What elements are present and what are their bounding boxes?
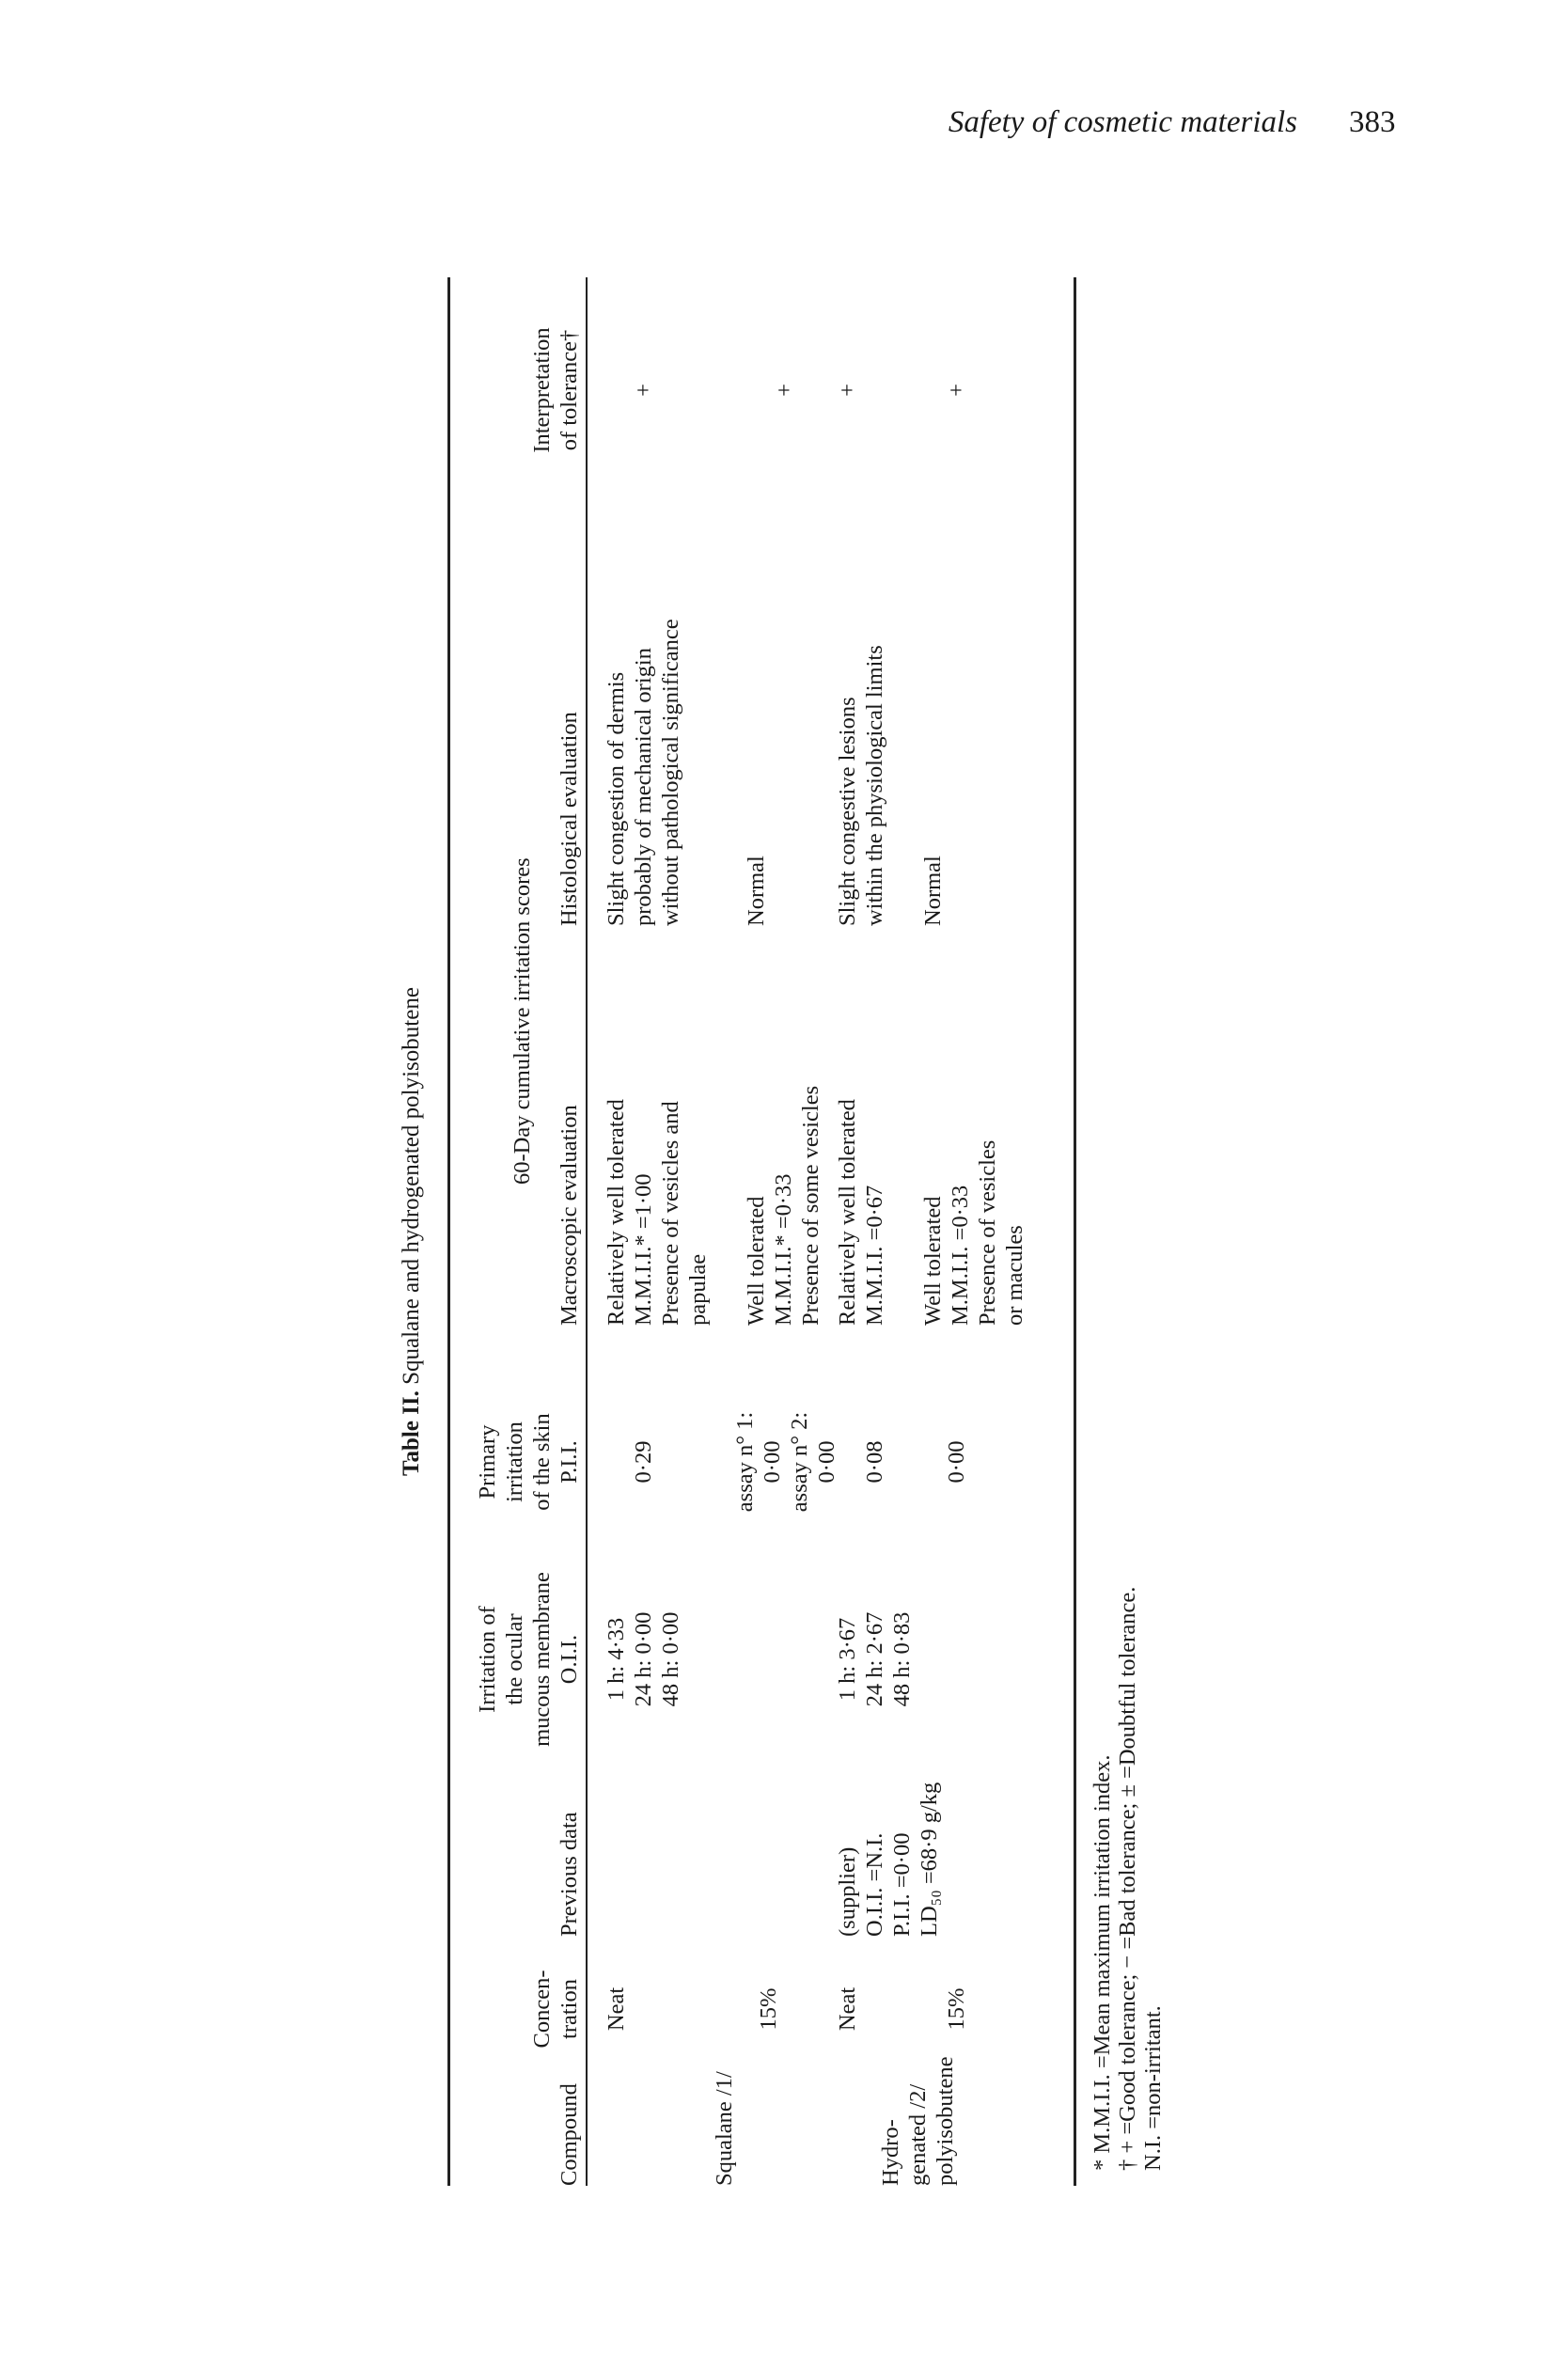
rotated-table: [398, 277, 1166, 2186]
col-pii: [474, 1387, 583, 1537]
line: LD₅₀ =68·9 g/kg: [917, 1782, 942, 1937]
row2-concentration: 15%: [756, 1987, 781, 2031]
line: 0·00: [814, 1440, 839, 1484]
line: 0·08: [862, 1440, 887, 1484]
line: or macules: [1002, 1225, 1027, 1326]
line: M.M.I.I. =0·33: [948, 1185, 973, 1326]
line: of the skin: [529, 1413, 555, 1511]
col-macroscopic: Macroscopic evaluation: [557, 1105, 582, 1326]
header-rule: [586, 277, 588, 2186]
line: papulae: [685, 1253, 711, 1326]
line: Presence of some vesicles: [798, 1085, 823, 1326]
line: 1 h: 3·67: [835, 1617, 860, 1702]
line: genated /2/: [905, 2083, 931, 2186]
row3-macroscopic: [834, 1099, 888, 1326]
line: without pathological significance: [658, 619, 683, 926]
line: mucous membrane: [529, 1572, 555, 1747]
line: Well tolerated: [744, 1196, 769, 1326]
row4-pii: [943, 1387, 970, 1537]
row2-macroscopic: [743, 1086, 824, 1326]
row2-histological: [743, 856, 770, 926]
compound-squalane: Squalane /1/: [712, 2071, 737, 2186]
col-oii: [474, 1556, 583, 1763]
line: Primary: [475, 1424, 500, 1500]
row4-concentration: 15%: [944, 1987, 969, 2031]
line: Normal: [744, 856, 769, 926]
line: Irritation of: [475, 1606, 500, 1713]
line: P.I.I.: [557, 1440, 582, 1484]
line: Presence of vesicles: [975, 1139, 1000, 1326]
page-number: 383: [1349, 105, 1396, 139]
line: (supplier): [835, 1846, 860, 1937]
row3-interpretation: +: [835, 384, 860, 397]
line: assay n° 2:: [787, 1411, 812, 1513]
line: 0·00: [944, 1440, 969, 1484]
row3-histological: [834, 645, 888, 926]
line: Presence of vesicles and: [658, 1101, 683, 1326]
table-title: Squalane and hydrogenated polyisobutene: [399, 987, 424, 1385]
line: P.I.I. =0·00: [889, 1832, 915, 1937]
row4-macroscopic: [919, 1140, 1028, 1326]
row1-histological: [603, 619, 684, 926]
line: Slight congestion of dermis: [604, 671, 629, 926]
row3-concentration: Neat: [835, 1986, 860, 2032]
footnote-ni: N.I. =non-irritant.: [1140, 2005, 1166, 2171]
line: 1 h: 4·33: [604, 1617, 629, 1702]
running-title: Safety of cosmetic materials: [948, 105, 1297, 139]
line: of tolerance†: [557, 329, 582, 451]
line: Hydro-: [878, 2119, 903, 2186]
compound-hydrogenated-polyisobutene: [877, 2057, 959, 2186]
row1-concentration: Neat: [604, 1986, 629, 2032]
line: Relatively well tolerated: [835, 1099, 860, 1326]
col-interpretation: [528, 306, 583, 475]
line: 0·29: [631, 1440, 656, 1484]
line: O.I.I.: [557, 1634, 582, 1685]
line: O.I.I. =N.I.: [862, 1832, 887, 1937]
line: Relatively well tolerated: [604, 1099, 629, 1326]
row1-interpretation: +: [631, 384, 656, 397]
footnote-mmii: * M.M.I.I. =Mean maximum irritation index.: [1090, 1754, 1115, 2171]
row1-pii: [630, 1387, 657, 1537]
line: 0·00: [760, 1440, 785, 1484]
row3-oii: [834, 1556, 916, 1763]
line: polyisobutene: [933, 2056, 958, 2186]
row3-previous: [834, 1782, 943, 1937]
line: 48 h: 0·83: [889, 1611, 915, 1707]
row3-pii: [861, 1387, 888, 1537]
table-label: Table II.: [399, 1390, 424, 1476]
row2-interpretation: +: [772, 384, 797, 397]
line: within the physiological limits: [862, 645, 887, 926]
table-caption: [398, 277, 425, 2186]
line: probably of mechanical origin: [631, 648, 656, 926]
line: Slight congestive lesions: [835, 697, 860, 926]
footnote-tolerance: † + =Good tolerance; − =Bad tolerance; ± =Doubtful tolerance.: [1115, 1586, 1140, 2171]
col-previous: Previous data: [557, 1812, 582, 1937]
top-rule: [447, 277, 450, 2186]
line: 24 h: 0·00: [631, 1611, 656, 1707]
col-compound: Compound: [557, 2083, 582, 2186]
line: tration: [557, 1979, 582, 2039]
line: Concen-: [529, 1970, 555, 2049]
row1-macroscopic: [603, 1099, 712, 1326]
col-concentration: [528, 1962, 583, 2056]
line: Interpretation: [529, 327, 555, 453]
line: Normal: [920, 856, 946, 926]
line: M.M.I.I.* =0·33: [771, 1173, 796, 1326]
line: Well tolerated: [920, 1196, 946, 1326]
line: 24 h: 2·67: [862, 1611, 887, 1707]
col-histological: Histological evaluation: [557, 712, 582, 926]
line: M.M.I.I. =0·67: [862, 1185, 887, 1326]
row2-pii: [731, 1387, 840, 1537]
bottom-rule: [1074, 277, 1076, 2186]
line: M.M.I.I.* =1·00: [631, 1173, 656, 1326]
line: the ocular: [502, 1613, 527, 1705]
col-group-60day: 60-Day cumulative irritation scores: [510, 857, 535, 1185]
line: 48 h: 0·00: [658, 1611, 683, 1707]
line: assay n° 1:: [732, 1411, 758, 1513]
row4-histological: [919, 856, 947, 926]
row1-oii: [603, 1556, 684, 1763]
line: irritation: [502, 1421, 527, 1502]
row4-interpretation: +: [944, 384, 969, 397]
